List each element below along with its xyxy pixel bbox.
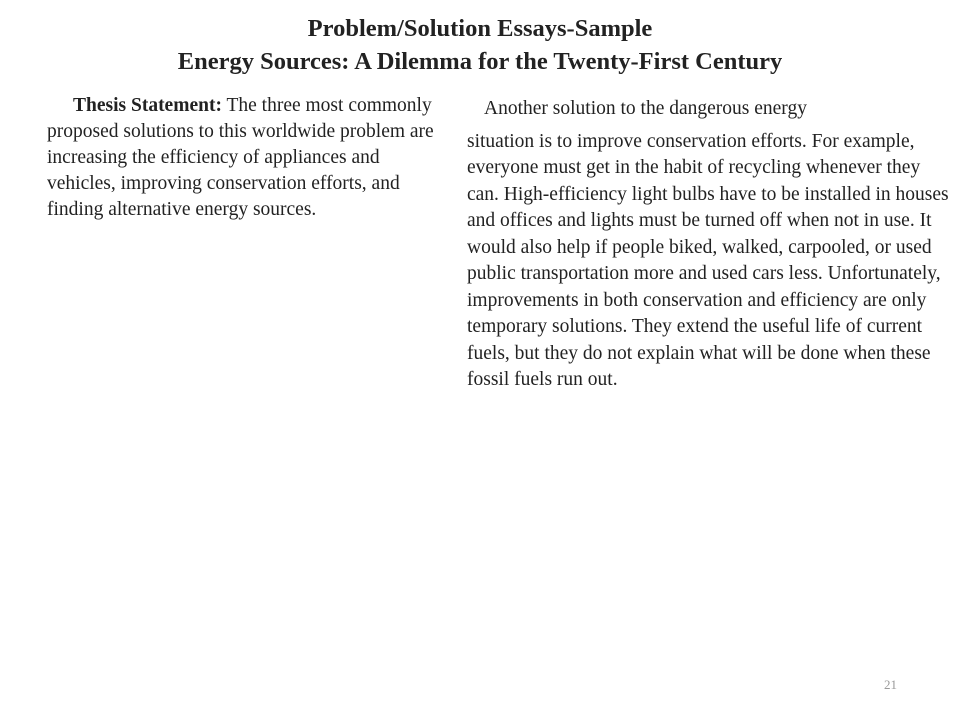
- thesis-statement: [47, 93, 452, 223]
- solution-paragraph: [467, 96, 955, 394]
- page-number: 21: [884, 677, 897, 692]
- paragraph-body: situation is to improve conservation efforts. For example, everyone must get in the habit of recycling whenever they can. High-efficiency light bulbs have to be installed in houses and offices and lights must be turned off when not in use. It would also help if people biked, walked, carpooled, or used public transportation more and used cars less. Unfortunately, improvements in both conservation and efficiency are only temporary solutions. They extend the useful life of current fuels, but they do not explain what will be done when these fossil fuels run out.: [467, 130, 949, 390]
- thesis-text: The three most commonly proposed solutions to this worldwide problem are increasing the efficiency of appliances and vehicles, improving conservation efforts, and finding alternative energy sources.: [47, 95, 434, 220]
- slide-title: [0, 12, 960, 78]
- title-line-2: Energy Sources: A Dilemma for the Twenty-First Century: [177, 48, 783, 75]
- title-line-1: Problem/Solution Essays-Sample: [307, 15, 653, 42]
- paragraph-first-line: Another solution to the dangerous energy: [484, 98, 807, 119]
- thesis-label: Thesis Statement:: [73, 95, 222, 116]
